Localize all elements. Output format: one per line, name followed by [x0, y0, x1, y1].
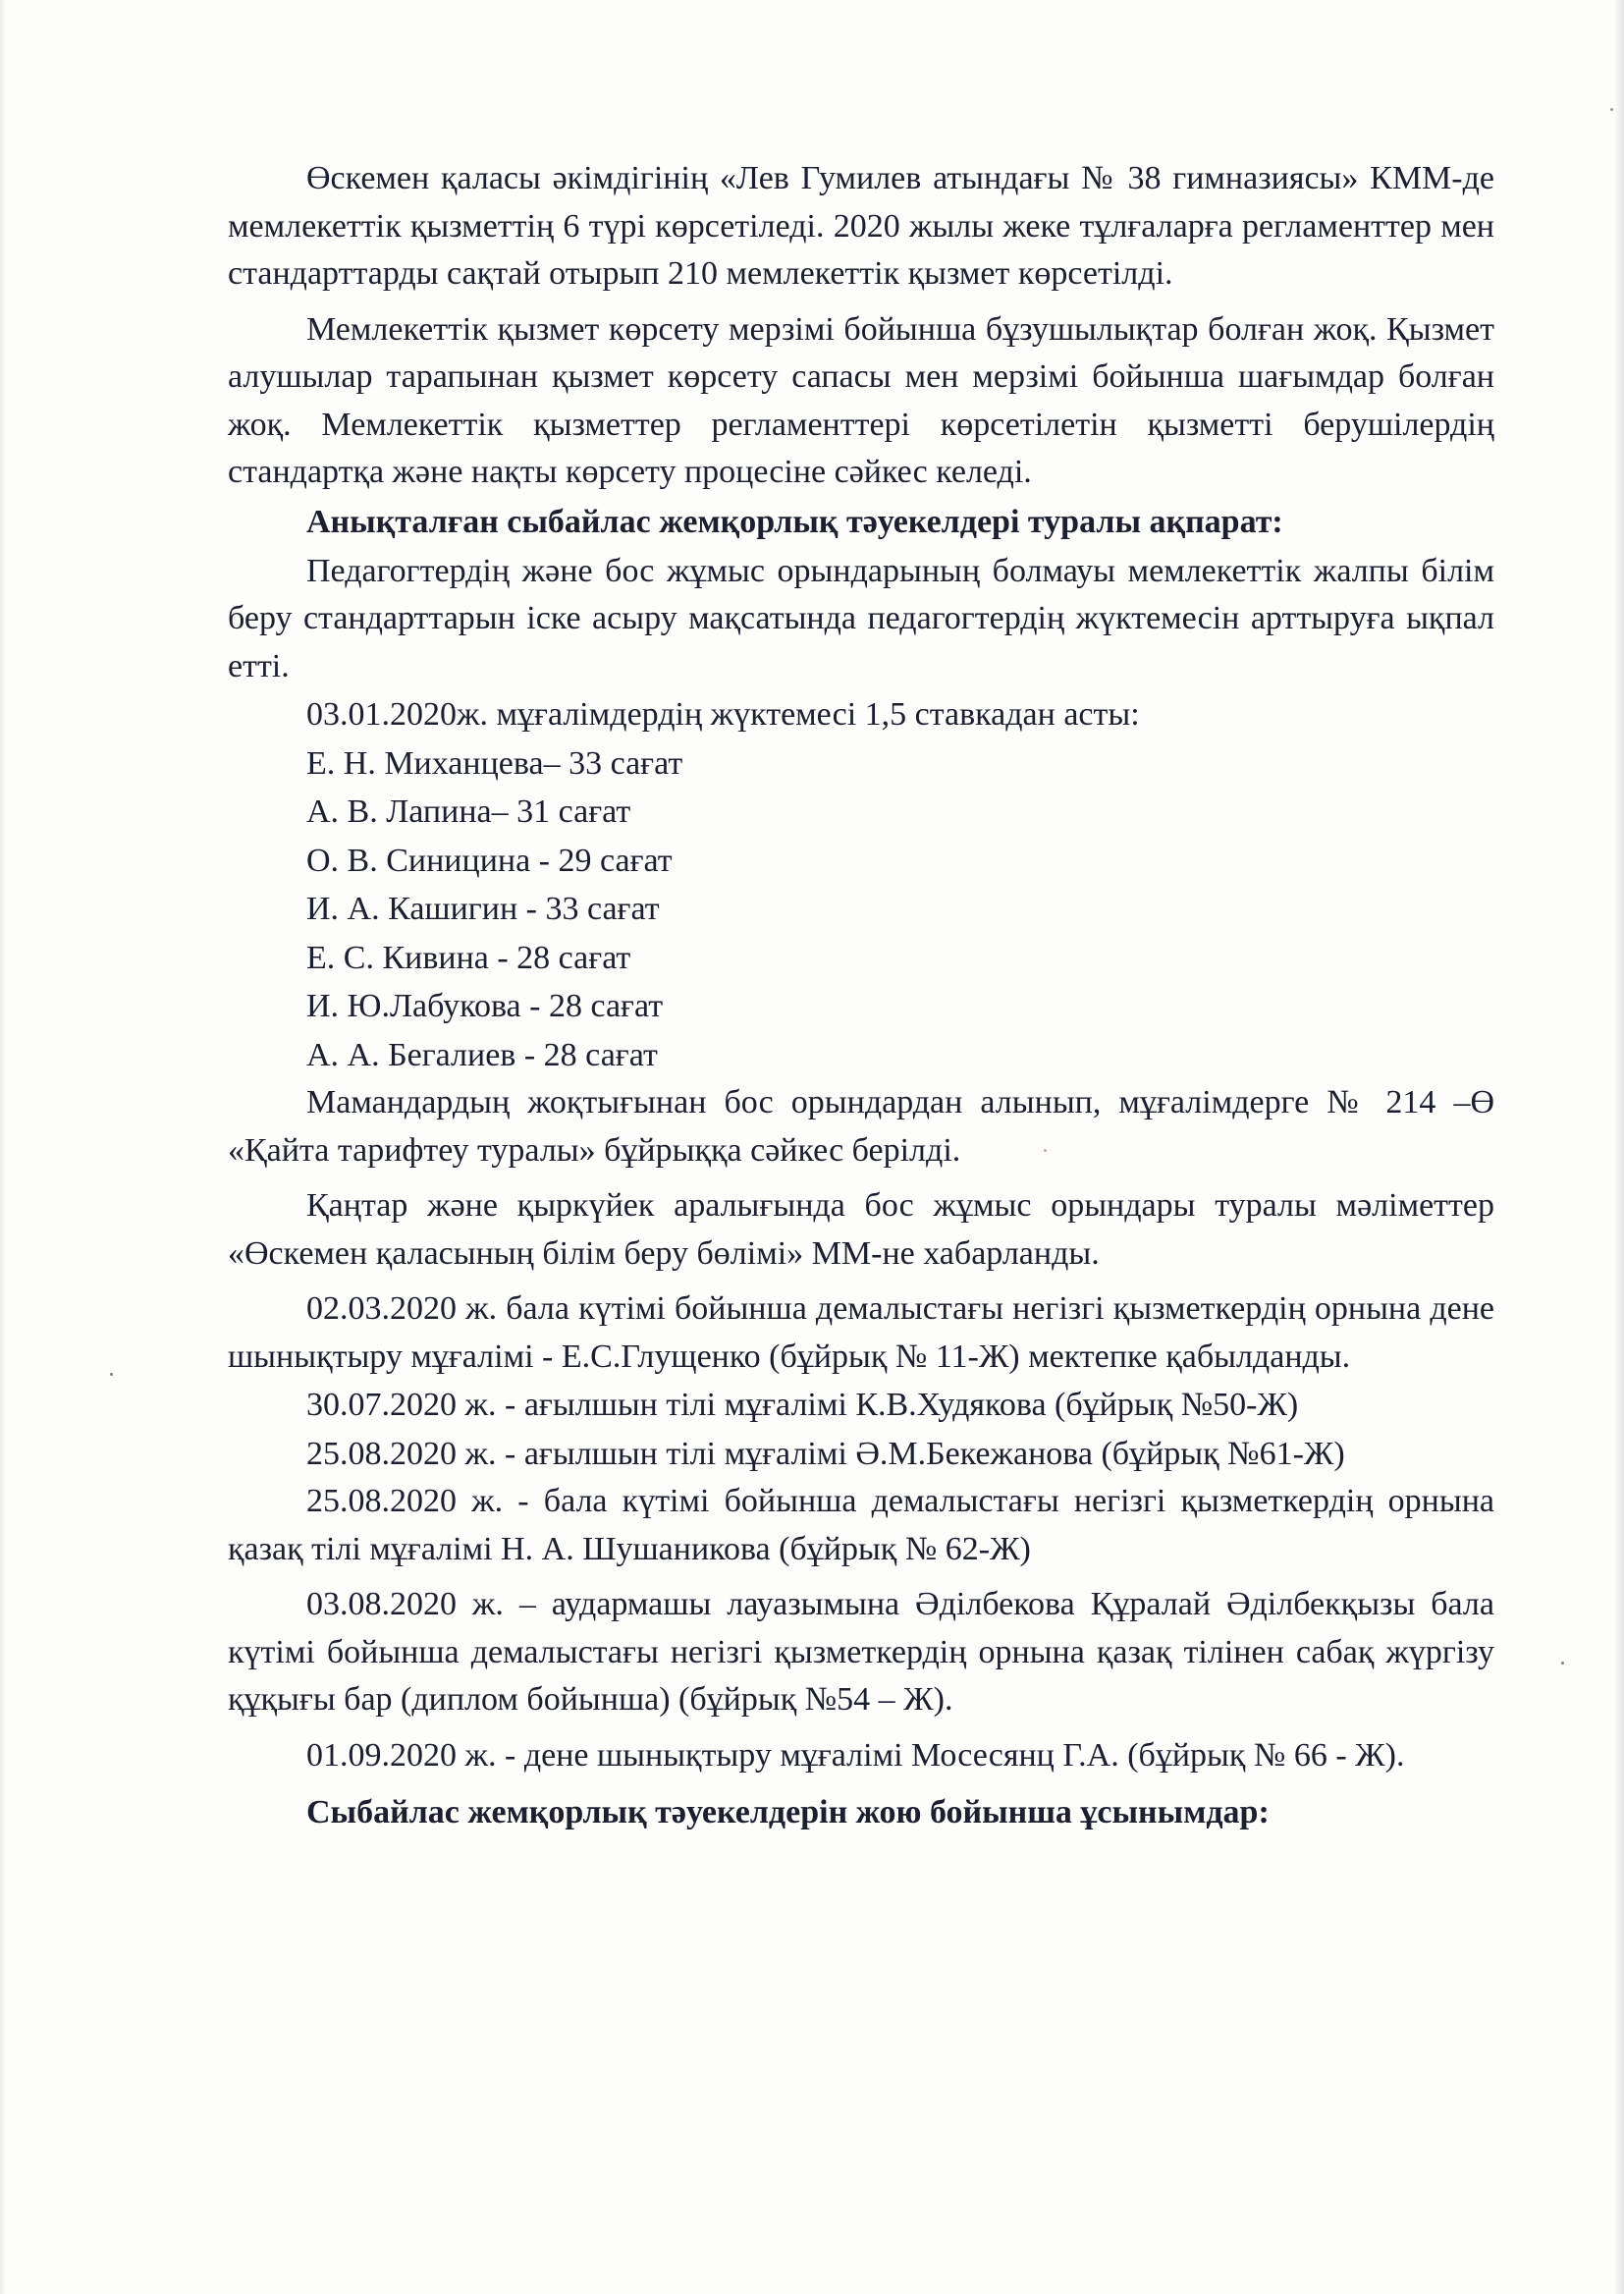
paragraph-hire-mosesyants: 01.09.2020 ж. - дене шынықтыру мұғалімі Мосесянц Г.А. (бұйрық № 66 - Ж). [306, 1736, 1405, 1774]
document-body [228, 155, 1494, 1838]
paragraph-hire-shushanikova: 25.08.2020 ж. - бала күтімі бойынша демалыстағы негізгі қызметкердің орнына қазақ тілі мұғалімі Н. А. Шушаникова (бұйрық № 62-Ж) [228, 1483, 1494, 1567]
paragraph-retariffing-order: Мамандардың жоқтығынан бос орындардан алынып, мұғалімдерге № 214 –Ө «Қайта тарифтеу туралы» бұйрыққа сәйкес берілді. [228, 1084, 1494, 1169]
teacher-hours-item: А. А. Бегалиев - 28 сағат [306, 1036, 658, 1073]
paragraph-hire-bekezhanova: 25.08.2020 ж. - ағылшын тілі мұғалімі Ә.М.Бекежанова (бұйрық №61-Ж) [306, 1435, 1345, 1472]
scan-edge-left [0, 0, 6, 2294]
scan-speck [1610, 108, 1613, 111]
teacher-hours-item: Е. Н. Миханцева– 33 сағат [306, 744, 683, 782]
teacher-hours-item: Е. С. Кивина - 28 сағат [306, 939, 631, 976]
heading-identified-risks: Анықталған сыбайлас жемқорлық тәуекелдері туралы ақпарат: [306, 503, 1283, 540]
paragraph-hire-glushchenko: 02.03.2020 ж. бала күтімі бойынша демалыстағы негізгі қызметкердің орнына дене шынықтыру мұғалімі - Е.С.Глущенко (бұйрық № 11-Ж) мектепке қабылданды. [228, 1290, 1494, 1375]
heading-recommendations: Сыбайлас жемқорлық тәуекелдерін жою бойынша ұсынымдар: [306, 1794, 1270, 1830]
paragraph-teacher-shortage: Педагогтердің және бос жұмыс орындарының болмауы мемлекеттік жалпы білім беру стандарттарын іске асыру мақсатында педагогтердің жүктемесін арттыруға ықпал етті. [228, 552, 1494, 684]
paragraph-hire-adilbekova: 03.08.2020 ж. – аудармашы лауазымына Әділбекова Құралай Әділбекқызы бала күтімі бойынша демалыстағы негізгі қызметкердің орнына қазақ тілінен сабақ жүргізу құқығы бар (диплом бойынша) (бұйрық №54 – Ж). [228, 1586, 1494, 1718]
scan-edge-right [1614, 0, 1624, 2294]
scan-speck [110, 1373, 113, 1376]
teacher-hours-item: И. А. Кашигин - 33 сағат [306, 891, 660, 927]
scan-speck [1044, 1149, 1047, 1152]
scan-speck [1561, 1662, 1564, 1665]
teacher-hours-item: А. В. Лапина– 31 сағат [306, 793, 631, 830]
paragraph-workload-date: 03.01.2020ж. мұғалімдердің жүктемесі 1,5 ставкадан асты: [306, 696, 1140, 733]
teacher-hours-item: О. В. Синицина - 29 сағат [306, 842, 673, 879]
paragraph-vacancy-notice: Қаңтар және қыркүйек аралығында бос жұмыс орындары туралы мәліметтер «Өскемен қаласының білім беру бөлімі» ММ-не хабарланды. [228, 1187, 1494, 1272]
paragraph-hire-khudyakova: 30.07.2020 ж. - ағылшын тілі мұғалімі К.В.Худякова (бұйрық №50-Ж) [306, 1387, 1299, 1423]
paragraph-services-intro: Өскемен қаласы әкімдігінің «Лев Гумилев атындағы № 38 гимназиясы» КММ-де мемлекеттік қызметтің 6 түрі көрсетіледі. 2020 жылы жеке тұлғаларға регламенттер мен стандарттарды сақтай отырып 210 мемлекеттік қызмет көрсетілді. [228, 160, 1494, 292]
teacher-hours-item: И. Ю.Лабукова - 28 сағат [306, 988, 664, 1024]
paragraph-no-violations: Мемлекеттік қызмет көрсету мерзімі бойынша бұзушылықтар болған жоқ. Қызмет алушылар тарапынан қызмет көрсету сапасы мен мерзімі бойынша шағымдар болған жоқ. Мемлекеттік қызметтер регламенттері көрсетілетін қызметті берушілердің стандартқа және нақты көрсету процесіне сәйкес келеді. [228, 310, 1494, 490]
